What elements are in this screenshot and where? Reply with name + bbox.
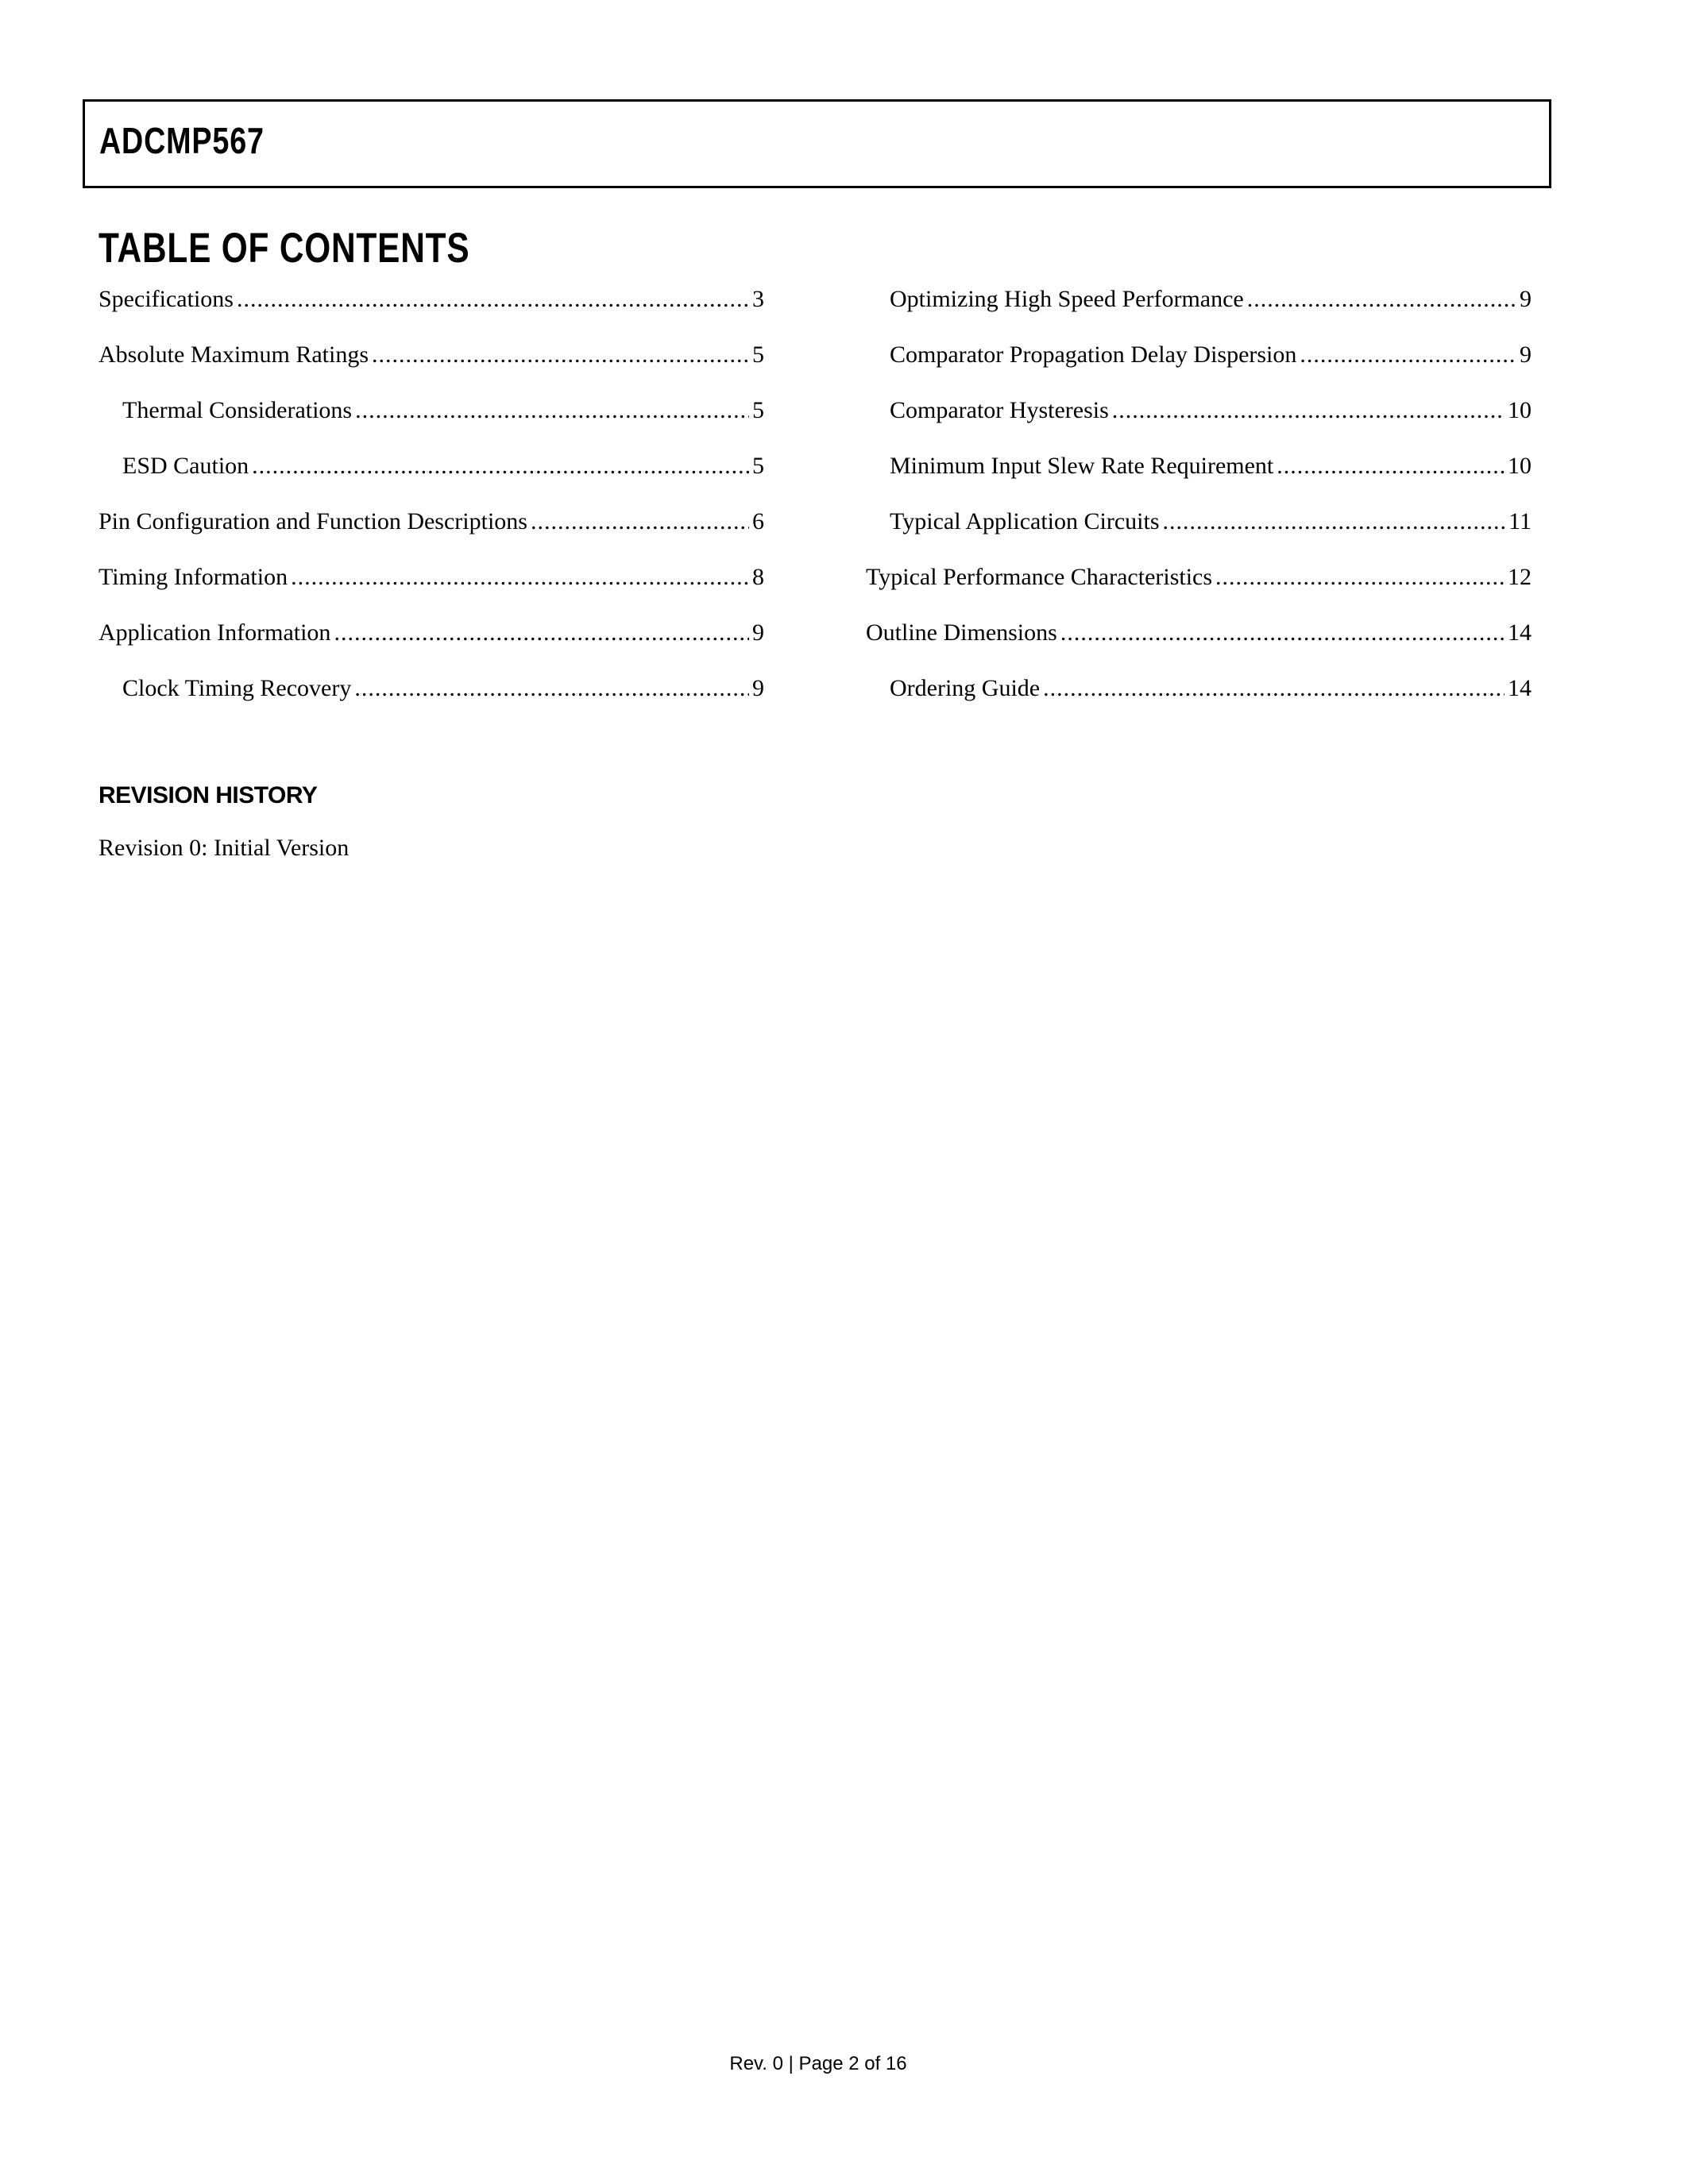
revision-history-heading: REVISION HISTORY — [98, 782, 318, 808]
toc-entry-label: Thermal Considerations — [122, 397, 353, 423]
toc-entry[interactable] — [98, 504, 764, 560]
toc-leader-dots — [252, 449, 749, 484]
toc-entry[interactable] — [98, 560, 764, 615]
toc-entry[interactable] — [866, 671, 1532, 727]
toc-right-column — [866, 282, 1532, 727]
toc-leader-dots — [372, 338, 749, 372]
toc-heading: TABLE OF CONTENTS — [98, 225, 470, 272]
revision-history-text: Revision 0: Initial Version — [98, 835, 350, 861]
toc-entry-page: 10 — [1508, 453, 1532, 479]
toc-leader-dots — [1215, 560, 1505, 595]
toc-leader-dots — [1247, 282, 1516, 317]
toc-entry[interactable] — [866, 504, 1532, 560]
toc-entry-label: Clock Timing Recovery — [122, 675, 352, 701]
toc-entry-page: 9 — [752, 675, 764, 701]
toc-entry-page: 9 — [1520, 286, 1532, 312]
toc-entry-page: 6 — [752, 508, 764, 534]
toc-entry-page: 9 — [1520, 341, 1532, 368]
toc-leader-dots — [291, 560, 749, 595]
toc-entry-label: Absolute Maximum Ratings — [98, 341, 369, 368]
toc-entry-label: Ordering Guide — [890, 675, 1041, 701]
toc-entry-page: 10 — [1508, 397, 1532, 423]
toc-entry-label: Outline Dimensions — [866, 619, 1057, 646]
toc-left-column — [98, 282, 764, 727]
toc-entry[interactable] — [98, 671, 764, 727]
toc-entry-page: 11 — [1508, 508, 1532, 534]
page-footer: Rev. 0 | Page 2 of 16 — [729, 2053, 907, 2074]
toc-entry-page: 14 — [1508, 675, 1532, 701]
toc-entry-page: 9 — [752, 619, 764, 646]
toc-entry-label: Application Information — [98, 619, 331, 646]
toc-leader-dots — [355, 393, 749, 428]
part-number-title: ADCMP567 — [99, 120, 265, 161]
toc-leader-dots — [334, 615, 749, 650]
toc-entry-label: Optimizing High Speed Performance — [890, 286, 1244, 312]
toc-entry-label: ESD Caution — [122, 453, 249, 479]
toc-entry-label: Typical Application Circuits — [890, 508, 1160, 534]
toc-entry-label: Timing Information — [98, 564, 288, 590]
toc-entry-page: 5 — [752, 453, 764, 479]
toc-entry[interactable] — [98, 338, 764, 393]
toc-entry[interactable] — [866, 615, 1532, 671]
toc-entry[interactable] — [98, 449, 764, 504]
toc-entry-label: Comparator Hysteresis — [890, 397, 1109, 423]
toc-leader-dots — [531, 504, 749, 539]
toc-entry[interactable] — [98, 393, 764, 449]
toc-entry-page: 12 — [1508, 564, 1532, 590]
toc-entry-label: Pin Configuration and Function Descriptions — [98, 508, 527, 534]
toc-leader-dots — [1060, 615, 1505, 650]
toc-leader-dots — [1277, 449, 1505, 484]
toc-entry-label: Comparator Propagation Delay Dispersion — [890, 341, 1297, 368]
toc-entry-page: 14 — [1508, 619, 1532, 646]
toc-entry[interactable] — [98, 282, 764, 338]
toc-entry[interactable] — [866, 338, 1532, 393]
toc-entry[interactable] — [866, 560, 1532, 615]
toc-entry-label: Minimum Input Slew Rate Requirement — [890, 453, 1274, 479]
toc-entry[interactable] — [866, 393, 1532, 449]
toc-entry[interactable] — [866, 282, 1532, 338]
toc-entry-label: Typical Performance Characteristics — [866, 564, 1213, 590]
toc-entry-label: Specifications — [98, 286, 234, 312]
toc-entry[interactable] — [98, 615, 764, 671]
toc-leader-dots — [1043, 671, 1505, 706]
toc-entry-page: 5 — [752, 341, 764, 368]
header-box — [83, 99, 1551, 188]
toc-entry[interactable] — [866, 449, 1532, 504]
toc-leader-dots — [1112, 393, 1505, 428]
toc-entry-page: 3 — [752, 286, 764, 312]
toc-leader-dots — [237, 282, 749, 317]
toc-leader-dots — [1163, 504, 1506, 539]
toc-leader-dots — [354, 671, 749, 706]
toc-leader-dots — [1300, 338, 1516, 372]
toc-entry-page: 8 — [752, 564, 764, 590]
toc-entry-page: 5 — [752, 397, 764, 423]
